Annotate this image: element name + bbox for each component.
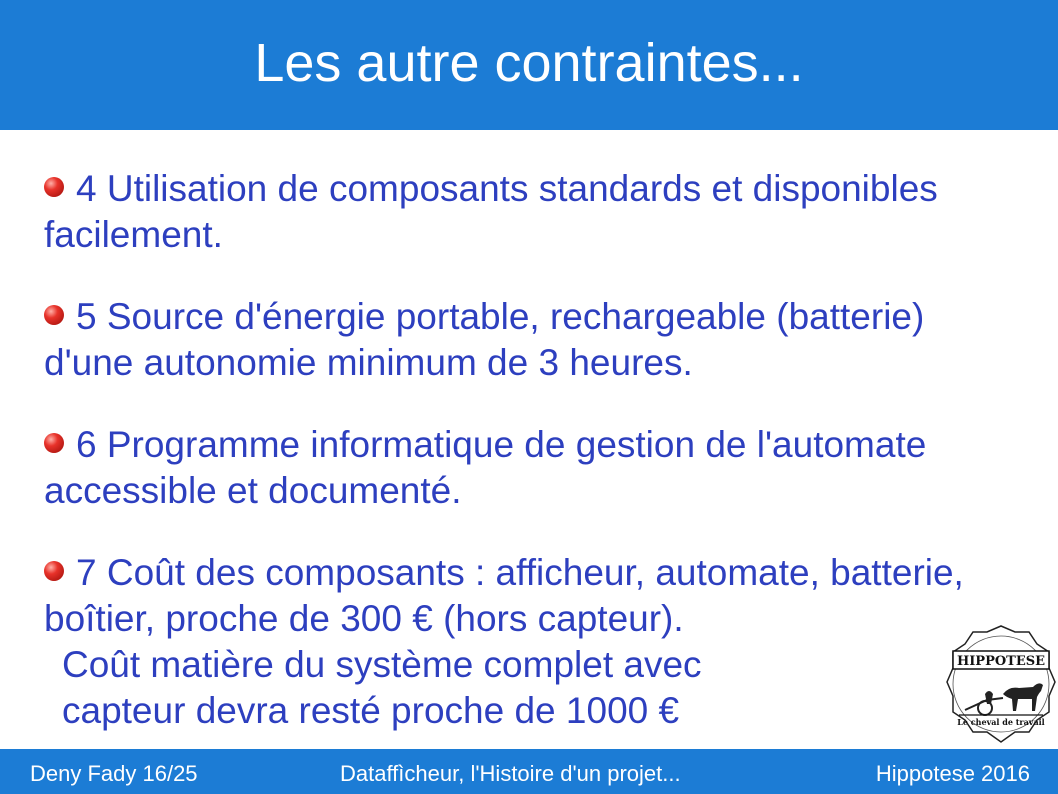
footer-event: Hippotese 2016 [875,761,1030,786]
footer-bar [0,749,1058,794]
footer-author: Deny Fady 16/25 [30,761,198,786]
list-item [44,422,1004,514]
bullet-text: 6 Programme informatique de gestion de l'automate accessible et documenté. [44,424,927,511]
bullet-list [44,166,1004,734]
list-item [44,166,1004,258]
list-item [44,294,1004,386]
bullet-text: 7 Coût des composants : afficheur, automate, batterie, boîtier, proche de 300 € (hors capteur). [44,552,964,639]
sub-line: capteur devra resté proche de 1000 € [62,690,680,731]
list-item [44,550,1004,734]
hippotese-logo [945,624,1057,746]
bullet-icon [44,305,64,325]
bullet-text: 5 Source d'énergie portable, rechargeable (batterie) d'une autonomie minimum de 3 heures. [44,296,925,383]
bullet-icon [44,177,64,197]
bullet-icon [44,433,64,453]
logo-tagline: Le cheval de travail [957,717,1045,727]
footer-presentation-title: Dataffìcheur, l'Histoire d'un projet... [340,761,681,786]
sub-line: Coût matière du système complet avec [62,644,702,685]
header-bar [0,0,1058,130]
logo-name: HIPPOTESE [956,654,1046,669]
bullet-text: 4 Utilisation de composants standards et disponibles facilement. [44,168,938,255]
slide-title: Les autre contraintes... [254,33,804,93]
bullet-icon [44,561,64,581]
